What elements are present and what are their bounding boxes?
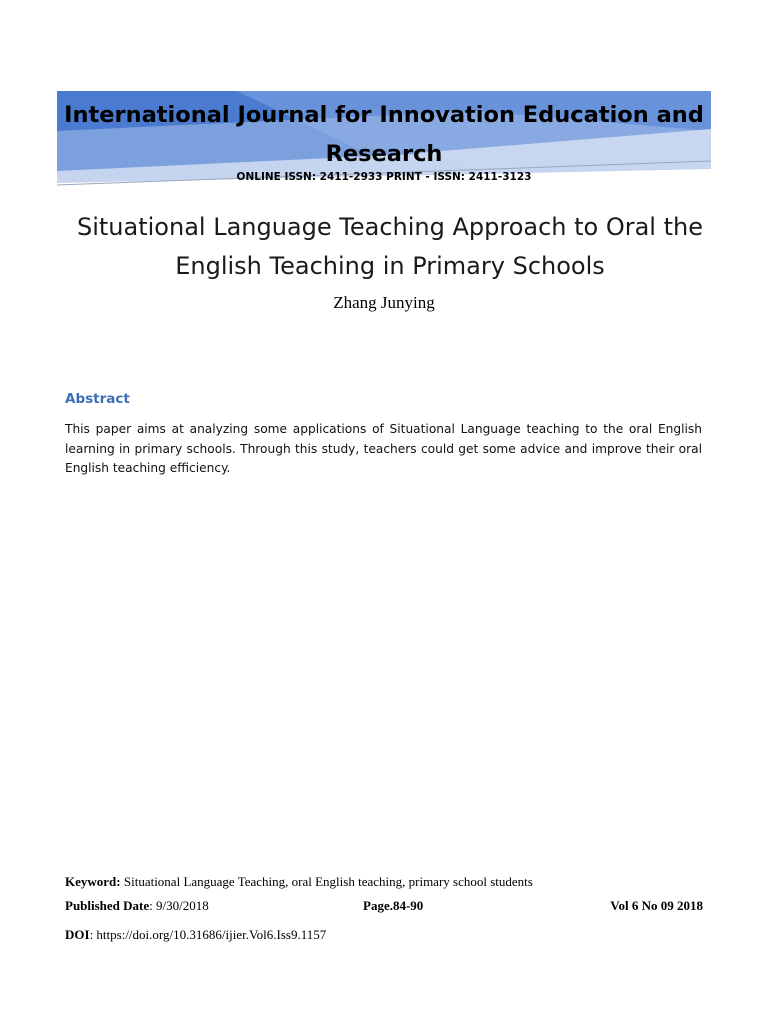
- abstract-text: This paper aims at analyzing some applications of Situational Language teaching to the oral English learning in primary schools. Through this study, teachers could get some advice and improve their oral English teaching efficiency.: [65, 422, 702, 475]
- keyword-line: [65, 874, 703, 890]
- keyword-value: Situational Language Teaching, oral English teaching, primary school students: [123, 874, 533, 889]
- abstract-heading: Abstract: [65, 391, 130, 407]
- published-label: Published Date: [65, 898, 150, 913]
- published-value: : 9/30/2018: [149, 898, 209, 913]
- doi-line: [65, 927, 703, 943]
- doi-label: DOI: [65, 927, 90, 942]
- keyword-label: Keyword:: [65, 874, 121, 889]
- author-name: Zhang Junying: [333, 293, 435, 312]
- published-line: [65, 898, 703, 914]
- page-range: Page.84-90: [363, 898, 424, 913]
- volume-info: Vol 6 No 09 2018: [610, 898, 703, 913]
- doi-link[interactable]: : https://doi.org/10.31686/ijier.Vol6.Iss9.1157: [89, 927, 327, 942]
- journal-title: International Journal for Innovation Education and Research: [64, 102, 704, 167]
- paper-title: Situational Language Teaching Approach to Oral the English Teaching in Primary Schools: [76, 213, 703, 280]
- issn-line: ONLINE ISSN: 2411-2933 PRINT - ISSN: 2411-3123: [236, 171, 532, 183]
